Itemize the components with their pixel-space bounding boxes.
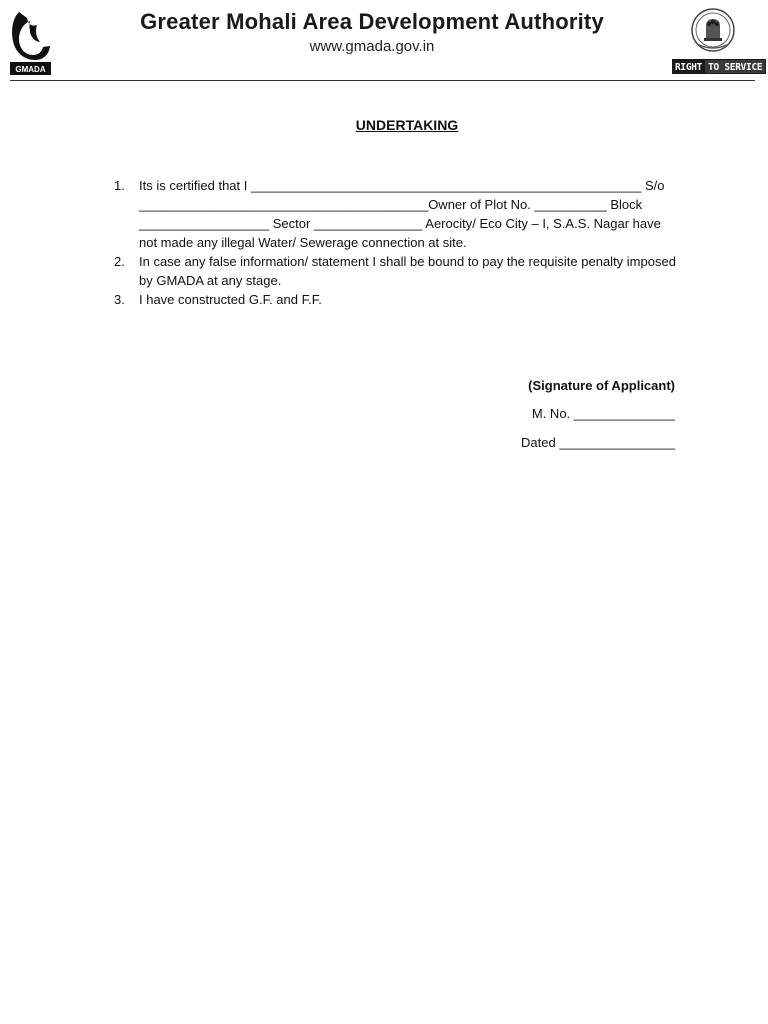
item-number: 1. (114, 178, 125, 193)
item-text: Its is certified that I ______________________________________________________ S/o ________________________________________Owner of Plot No. __________ Block __________________ Sector _______________ Aerocity/ Eco City – I, S.A.S. Nagar have not made any illegal Water/ Sewerage connection at site. (139, 178, 669, 250)
mobile-number-field: M. No. ______________ (531, 406, 675, 421)
item-number: 3. (114, 292, 125, 307)
state-emblem-icon (689, 8, 737, 54)
badge-right-text: RIGHT (672, 59, 705, 74)
list-item (114, 252, 680, 290)
document-heading: UNDERTAKING (355, 117, 459, 133)
logo-text: GMADA (15, 65, 46, 74)
item-text: In case any false information/ statement I shall be bound to pay the requisite penalty imposed by GMADA at any stage. (139, 254, 680, 288)
signature-title: (Signature of Applicant) (528, 378, 675, 393)
dated-field: Dated ________________ (521, 435, 675, 450)
item-text: I have constructed G.F. and F.F. (139, 292, 322, 307)
right-to-service-badge (672, 59, 766, 74)
page-title: Greater Mohali Area Development Authority (140, 9, 604, 34)
website-link[interactable]: www.gmada.gov.in (309, 38, 435, 55)
signature-block (521, 378, 675, 462)
list-item (114, 290, 676, 309)
undertaking-list (114, 176, 680, 309)
item-number: 2. (114, 254, 125, 269)
badge-service-text: TO SERVICE (705, 59, 766, 74)
list-item (114, 176, 676, 252)
header-divider (10, 80, 755, 81)
